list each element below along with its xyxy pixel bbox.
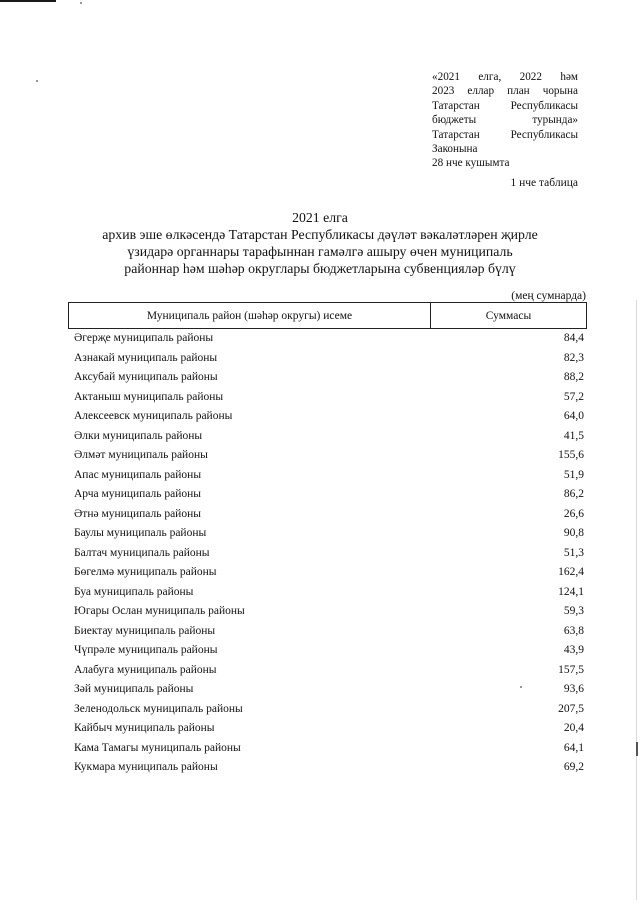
reference-line: 2023 еллар план чорына xyxy=(432,85,578,98)
reference-line: Татарстан Республикасы xyxy=(432,128,578,141)
subvention-amount: 88,2 xyxy=(563,371,584,383)
subvention-amount: 162,4 xyxy=(558,566,584,578)
scan-speck xyxy=(80,2,82,4)
table-row xyxy=(74,642,584,662)
table-row xyxy=(74,525,584,545)
reference-line: Законына xyxy=(432,143,478,156)
district-name: Алексеевск муниципаль районы xyxy=(74,410,233,422)
district-name: Әтнә муниципаль районы xyxy=(74,507,201,520)
document-title-year: 2021 елга xyxy=(292,210,348,225)
district-name: Алабуга муниципаль районы xyxy=(74,663,217,676)
district-name: Апас муниципаль районы xyxy=(74,468,202,481)
reference-line: 28 нче кушымта xyxy=(432,157,510,170)
table-row xyxy=(74,720,584,740)
title-line: архив эше өлкәсендә Татарстан Республикасы дәүләт вәкаләтләрен җирле xyxy=(102,227,538,242)
table-row xyxy=(74,408,584,428)
district-name: Балтач муниципаль районы xyxy=(74,546,210,559)
table-row xyxy=(74,467,584,487)
subvention-amount: 64,1 xyxy=(563,741,584,754)
district-name: Бөгелмә муниципаль районы xyxy=(74,566,217,578)
district-name: Арча муниципаль районы xyxy=(74,488,202,500)
district-name: Азнакай муниципаль районы xyxy=(74,351,218,364)
table-row xyxy=(74,350,584,370)
district-name: Актаныш муниципаль районы xyxy=(74,390,224,403)
subvention-amount: 43,9 xyxy=(563,644,584,656)
district-name: Кама Тамагы муниципаль районы xyxy=(74,741,241,754)
subvention-amount: 64,0 xyxy=(563,410,584,422)
table-row xyxy=(74,701,584,721)
district-name: Кукмара муниципаль районы xyxy=(74,761,218,773)
district-name: Кайбыч муниципаль районы xyxy=(74,722,215,734)
reference-line: «2021 елга, 2022 һәм xyxy=(432,71,578,83)
table-row xyxy=(74,447,584,467)
scan-speck xyxy=(36,80,38,82)
subvention-amount: 93,6 xyxy=(563,683,584,695)
header-name-column: Муниципаль район (шәһәр округы) исеме xyxy=(69,303,431,328)
subvention-amount: 157,5 xyxy=(558,663,584,676)
district-name: Әлки муниципаль районы xyxy=(74,429,203,442)
subvention-amount: 51,3 xyxy=(563,546,584,559)
subvention-amount: 69,2 xyxy=(563,761,584,773)
title-line: районнар һәм шәһәр округлары бюджетларына субвенцияләр бүлү xyxy=(124,261,516,277)
district-name: Чүпрәле муниципаль районы xyxy=(74,644,218,656)
table-body xyxy=(74,330,584,779)
subvention-amount: 20,4 xyxy=(563,722,584,734)
district-name: Биектау муниципаль районы xyxy=(74,624,216,637)
table-row xyxy=(74,740,584,760)
table-row xyxy=(74,369,584,389)
subvention-amount: 82,3 xyxy=(563,351,584,364)
table-row xyxy=(74,545,584,565)
table-row xyxy=(74,584,584,604)
district-name: Зеленодольск муниципаль районы xyxy=(74,702,243,715)
subvention-amount: 86,2 xyxy=(563,488,584,500)
header-amount-column: Суммасы xyxy=(485,309,532,322)
district-name: Буа муниципаль районы xyxy=(74,585,194,598)
subvention-amount: 63,8 xyxy=(563,624,584,637)
table-header xyxy=(68,302,587,329)
table-row xyxy=(74,681,584,701)
subvention-amount: 90,8 xyxy=(563,527,584,539)
district-name: Зәй муниципаль районы xyxy=(74,683,194,695)
reference-line: бюджеты турында» xyxy=(432,114,578,127)
table-row xyxy=(74,564,584,584)
subvention-amount: 155,6 xyxy=(558,449,584,461)
district-name: Әгерҗе муниципаль районы xyxy=(74,332,214,344)
title-line: үзидарә органнары тарафыннан гамәлгә ашыру өчен муниципаль xyxy=(127,244,513,260)
district-name: Югары Ослан муниципаль районы xyxy=(74,605,245,617)
document-title xyxy=(60,226,580,278)
subvention-amount: 51,9 xyxy=(563,468,584,481)
table-row xyxy=(74,623,584,643)
subvention-amount: 124,1 xyxy=(558,585,584,598)
table-row xyxy=(74,428,584,448)
table-row xyxy=(74,330,584,350)
table-row xyxy=(74,662,584,682)
district-name: Әлмәт муниципаль районы xyxy=(74,449,208,461)
subvention-amount: 41,5 xyxy=(563,429,584,442)
page-edge-shadow xyxy=(636,300,637,900)
table-number: 1 нче таблица xyxy=(510,177,578,189)
scan-border-mark xyxy=(0,0,56,2)
table-row xyxy=(74,603,584,623)
table-row xyxy=(74,506,584,526)
subvention-amount: 59,3 xyxy=(563,605,584,617)
table-row xyxy=(74,486,584,506)
units-note: (мең сумнарда) xyxy=(511,290,586,302)
page-edge-mark xyxy=(636,742,638,756)
table-row xyxy=(74,759,584,779)
reference-line: Татарстан Республикасы xyxy=(432,99,578,112)
district-name: Баулы муниципаль районы xyxy=(74,527,207,539)
appendix-reference xyxy=(432,70,578,171)
table-row xyxy=(74,389,584,409)
subvention-amount: 57,2 xyxy=(563,390,584,403)
subvention-amount: 84,4 xyxy=(563,332,584,344)
district-name: Аксубай муниципаль районы xyxy=(74,371,218,383)
subvention-amount: 26,6 xyxy=(563,507,584,520)
subvention-amount: 207,5 xyxy=(558,702,584,715)
